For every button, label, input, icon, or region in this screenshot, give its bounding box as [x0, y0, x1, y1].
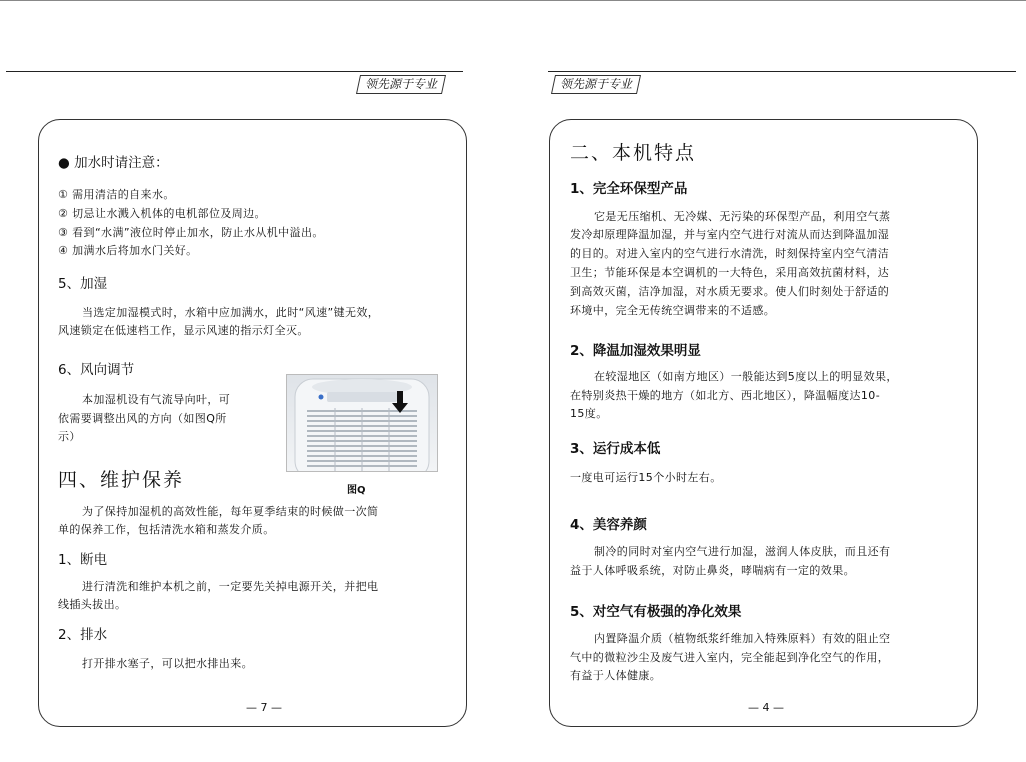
section-heading: 2、排水: [58, 627, 108, 643]
figure-caption: 图Q: [347, 485, 366, 496]
paragraph-line: 一度电可运行15个小时左右。: [570, 471, 722, 484]
paragraph-line: 当选定加湿模式时，水箱中应加满水，此时“风速”键无效，: [82, 306, 380, 319]
paragraph-line: 线插头拔出。: [58, 598, 127, 611]
paragraph-line: 本加湿机设有气流导向叶，可: [82, 393, 231, 406]
paragraph-line: 制冷的同时对室内空气进行加湿，滋润人体皮肤，而且还有: [594, 545, 891, 558]
humidifier-illustration: [287, 375, 437, 471]
paragraph-line: 在特别炎热干燥的地方（如北方、西北地区），降温幅度达10-: [570, 389, 881, 402]
page-number: — 4 —: [748, 701, 784, 714]
section-heading: 1、完全环保型产品: [570, 181, 688, 197]
paragraph-line: 环境中，完全无传统空调带来的不适感。: [570, 304, 776, 317]
paragraph-line: 到高效灭菌，洁净加湿，对水质无要求。使人们时刻处于舒适的: [570, 285, 890, 298]
header-rule-right: [548, 71, 1016, 72]
list-item: ② 切忌让水溅入机体的电机部位及周边。: [58, 207, 266, 220]
paragraph-line: 单的保养工作，包括清洗水箱和蒸发介质。: [58, 523, 275, 536]
bullet-heading: ● 加水时请注意：: [58, 155, 169, 171]
header-slogan-left: 领先源于专业: [356, 75, 446, 94]
page-number: — 7 —: [246, 701, 282, 714]
paragraph-line: 的目的。对进入室内的空气进行水清洗，时刻保持室内空气清洁: [570, 247, 890, 260]
paragraph-line: 依需要调整出风的方向（如图Q所: [58, 412, 227, 425]
section-heading: 1、断电: [58, 552, 108, 568]
section-heading: 6、风向调节: [58, 362, 135, 378]
header-slogan-right: 领先源于专业: [551, 75, 641, 94]
list-item: ④ 加满水后将加水门关好。: [58, 244, 198, 257]
paragraph-line: 有益于人体健康。: [570, 669, 662, 682]
humidifier-figure: [286, 374, 438, 472]
chapter-heading: 四、维护保养: [58, 469, 185, 491]
section-heading: 4、美容养颜: [570, 517, 647, 533]
paragraph-line: 为了保持加湿机的高效性能，每年夏季结束的时候做一次简: [82, 505, 379, 518]
chapter-heading: 二、本机特点: [570, 142, 697, 164]
section-heading: 5、加湿: [58, 276, 108, 292]
paragraph-line: 内置降温介质（植物纸浆纤维加入特殊原料）有效的阻止空: [594, 632, 891, 645]
paragraph-line: 示）: [58, 430, 81, 443]
section-heading: 2、降温加湿效果明显: [570, 343, 701, 359]
paragraph-line: 打开排水塞子，可以把水排出来。: [82, 657, 253, 670]
paragraph-line: 在较湿地区（如南方地区）一般能达到5度以上的明显效果，: [594, 370, 898, 383]
top-border: [0, 0, 1026, 1]
header-rule-left: [6, 71, 463, 72]
paragraph-line: 卫生；节能环保是本空调机的一大特色，采用高效抗菌材料，达: [570, 266, 890, 279]
paragraph-line: 气中的微粒沙尘及废气进入室内，完全能起到净化空气的作用，: [570, 651, 890, 664]
paragraph-line: 它是无压缩机、无冷媒、无污染的环保型产品，利用空气蒸: [594, 210, 891, 223]
list-item: ① 需用清洁的自来水。: [58, 188, 175, 201]
section-heading: 3、运行成本低: [570, 441, 661, 457]
section-heading: 5、对空气有极强的净化效果: [570, 604, 742, 620]
paragraph-line: 益于人体呼吸系统，对防止鼻炎，哮喘病有一定的效果。: [570, 564, 855, 577]
paragraph-line: 风速锁定在低速档工作，显示风速的指示灯全灭。: [58, 324, 309, 337]
paragraph-line: 发冷却原理降温加湿，并与室内空气进行对流从而达到降温加湿: [570, 228, 890, 241]
paragraph-line: 进行清洗和维护本机之前，一定要先关掉电源开关，并把电: [82, 580, 379, 593]
paragraph-line: 15度。: [570, 407, 608, 420]
list-item: ③ 看到“水满”液位时停止加水，防止水从机中溢出。: [58, 226, 324, 239]
